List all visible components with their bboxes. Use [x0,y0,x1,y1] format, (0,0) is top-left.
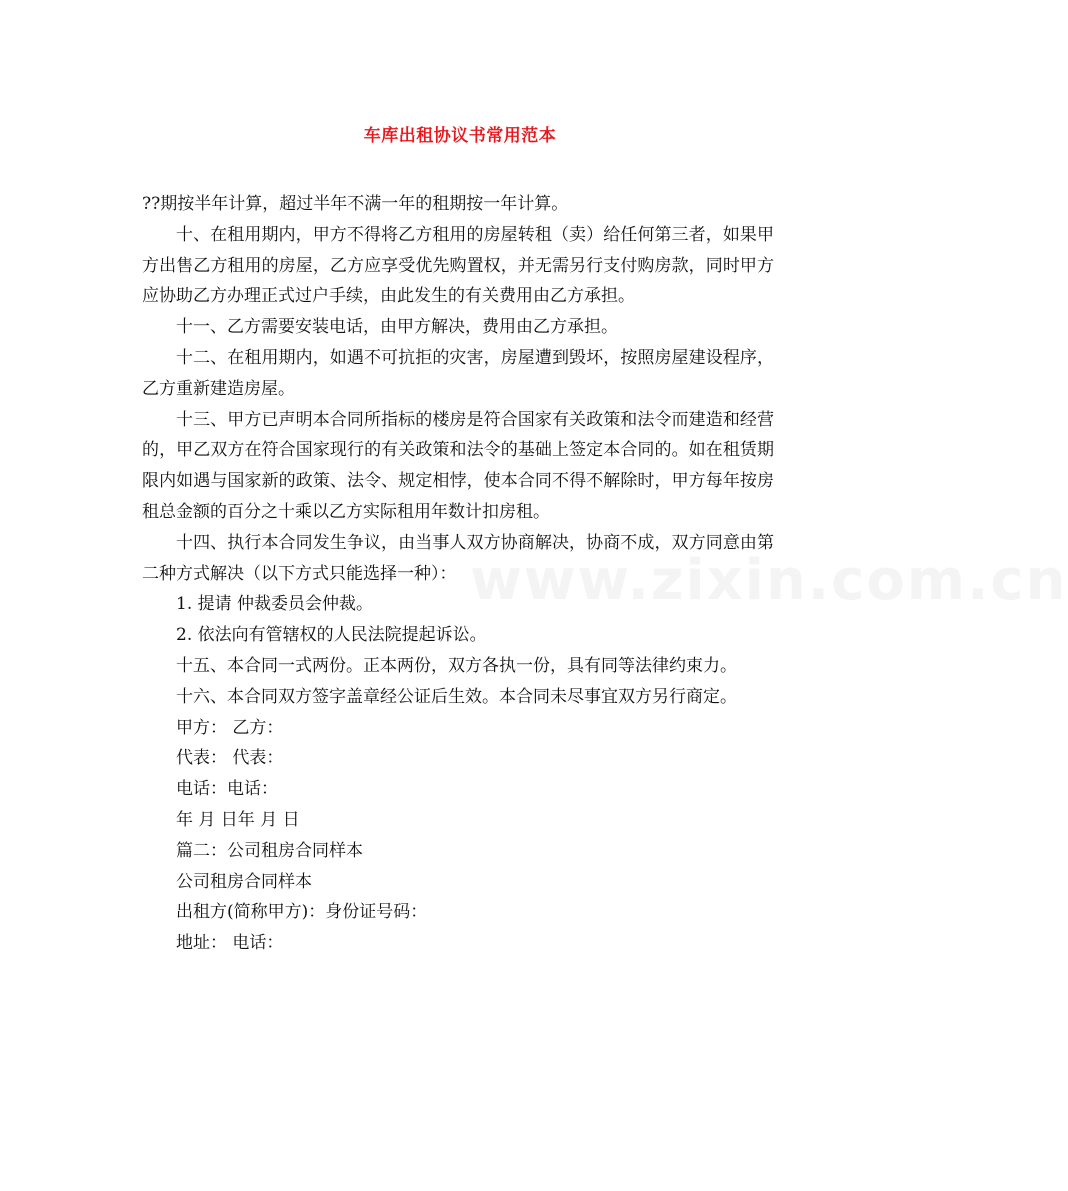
clause-10: 十、在租用期内，甲方不得将乙方租用的房屋转租（卖）给任何第三者，如果甲方出售乙方租用的房屋，乙方应享受优先购置权，并无需另行支付购房款，同时甲方应协助乙方办理正式过户手续，由此发生的有关费用由乙方承担。 [142,224,774,307]
document-title: 车库出租协议书常用范本 [363,126,557,146]
signature-dates: 年 月 日年 月 日 [176,809,300,830]
signature-phones: 电话：电话： [176,779,278,800]
paragraph-continuation: ??期按半年计算，超过半年不满一年的租期按一年计算。 [142,194,569,214]
clause-14-option-1: 1. 提请 仲裁委员会仲裁。 [176,594,374,615]
contract-title-part-2: 公司租房合同样本 [176,871,312,892]
clause-13: 十三、甲方已声明本合同所指标的楼房是符合国家有关政策和法令而建造和经营的，甲乙双方在符合国家现行的有关政策和法令的基础上签定本合同的。如在租赁期限内如遇与国家新的政策、法令、规定相悖，使本合同不得不解除时，甲方每年按房租总金额的百分之十乘以乙方实际租用年数计扣房租。 [142,409,774,522]
clause-12: 十二、在租用期内，如遇不可抗拒的灾害，房屋遭到毁坏，按照房屋建设程序，乙方重新建造房屋。 [142,347,774,399]
clause-11: 十一、乙方需要安装电话，由甲方解决，费用由乙方承担。 [176,317,618,338]
lessor-line: 出租方(简称甲方)：身份证号码： [176,902,428,923]
signature-representatives: 代表： 代表： [176,748,284,769]
clause-16: 十六、本合同双方签字盖章经公证后生效。本合同未尽事宜双方另行商定。 [176,686,737,707]
address-phone-line: 地址： 电话： [176,933,284,954]
section-heading-part-2: 篇二：公司租房合同样本 [176,840,363,861]
clause-14-option-2: 2. 依法向有管辖权的人民法院提起诉讼。 [176,625,487,646]
clause-14: 十四、执行本合同发生争议，由当事人双方协商解决，协商不成，双方同意由第二种方式解决（以下方式只能选择一种）： [142,532,774,584]
clause-15: 十五、本合同一式两份。正本两份，双方各执一份，具有同等法律约束力。 [176,655,737,676]
watermark: www.zixin.com.cn [470,548,1068,613]
document-body [142,189,774,959]
signature-parties: 甲方： 乙方： [176,717,284,738]
